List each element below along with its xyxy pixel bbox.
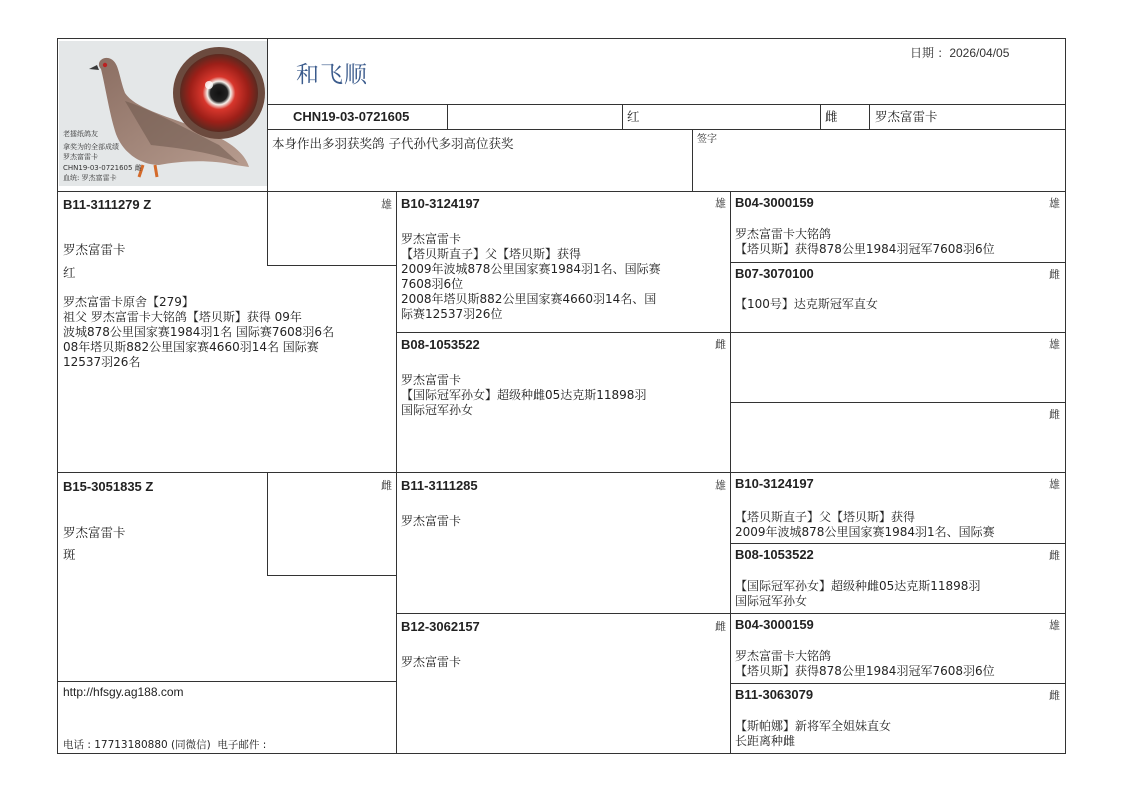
- header-row-mid: [267, 129, 1066, 130]
- gen3-div-1: [730, 262, 1066, 263]
- gen3-details: 【斯帕娜】新将军全姐妹直女 长距离种雌: [735, 719, 892, 748]
- pigeon-color: 红: [627, 109, 640, 124]
- website-url[interactable]: http://hfsgy.ag188.com: [63, 685, 184, 699]
- gen2-details: 罗杰富雷卡 【国际冠军孙女】超级种雌05达克斯11898羽 国际冠军孙女: [401, 373, 647, 417]
- photo-divider: [267, 38, 268, 192]
- border-top: [57, 38, 1066, 39]
- pigeon-name-title: 和飞顺: [296, 62, 368, 88]
- sire-ring: B11-3111279 Z: [63, 197, 152, 212]
- photo-caption-1: 老擂纸鸽友: [63, 130, 98, 138]
- sire-mate-box-left: [267, 191, 268, 266]
- border-right: [1065, 38, 1066, 754]
- gen2-div-top: [396, 332, 1066, 333]
- gen2-ring: B11-3111285: [401, 478, 478, 493]
- gen3-sex: 雄: [1049, 197, 1060, 210]
- header-row-top: [267, 104, 1066, 105]
- pigeon-description: 本身作出多羽获奖鸽 子代孙代多羽高位获奖: [272, 136, 514, 151]
- header-div-4: [869, 104, 870, 130]
- gen2-ring: B08-1053522: [401, 337, 480, 352]
- gen3-ring: B11-3063079: [735, 687, 814, 702]
- signature-label: 签字: [697, 134, 717, 145]
- header-div-2: [622, 104, 623, 130]
- mid-divider: [57, 472, 1066, 473]
- gen3-ring: B04-3000159: [735, 195, 814, 210]
- gen3-sex: 雄: [1049, 619, 1060, 632]
- header-div-5: [692, 129, 693, 192]
- gen3-details: 【国际冠军孙女】超级种雌05达克斯11898羽 国际冠军孙女: [735, 579, 981, 608]
- photo-caption-4: CHN19-03-0721605 雌: [63, 164, 142, 172]
- pigeon-strain: 罗杰富雷卡: [875, 109, 938, 124]
- gen3-div-3: [730, 402, 1066, 403]
- gen2-details: 罗杰富雷卡 【塔贝斯直子】父【塔贝斯】获得 2009年波城878公里国家赛1984羽1名、国际赛 7608羽6位 2008年塔贝斯882公里国家赛4660羽14名、国 际赛12537羽26位: [401, 232, 661, 321]
- sire-color: 红: [63, 265, 76, 280]
- header-div-3: [820, 104, 821, 130]
- gen3-sex: 雌: [1049, 268, 1060, 281]
- border-bottom: [57, 753, 1066, 754]
- dam-mate-box-bottom: [267, 575, 397, 576]
- pigeon-sex: 雌: [825, 109, 838, 124]
- gen3-sex: 雄: [1049, 478, 1060, 491]
- gen2-ring: B12-3062157: [401, 619, 480, 634]
- gen2-ring: B10-3124197: [401, 196, 480, 211]
- sire-mate-sex: 雄: [381, 198, 392, 211]
- dam-ring: B15-3051835 Z: [63, 479, 154, 494]
- gen3-details: 罗杰富雷卡大铭鸽 【塔贝斯】获得878公里1984羽冠军7608羽6位: [735, 227, 995, 256]
- gen3-details: 罗杰富雷卡大铭鸽 【塔贝斯】获得878公里1984羽冠军7608羽6位: [735, 649, 995, 678]
- gen2-sex: 雄: [715, 479, 726, 492]
- photo-caption-2: 拿奖为的全部成绩: [63, 143, 119, 151]
- gen3-details: 【100号】达克斯冠军直女: [735, 297, 878, 311]
- gen3-div-7: [730, 683, 1066, 684]
- photo-caption-3: 罗杰富雷卡: [63, 153, 98, 161]
- header-div-1: [447, 104, 448, 130]
- gen3-sex: 雌: [1049, 408, 1060, 421]
- sire-strain: 罗杰富雷卡: [63, 242, 126, 257]
- dam-mate-box-left: [267, 472, 268, 576]
- border-left: [57, 38, 58, 754]
- contact-info: 电话 : 17713180880 (同微信) 电子邮件 :: [63, 739, 267, 751]
- gen2-div-bottom: [396, 613, 1066, 614]
- gen2-sex: 雌: [715, 620, 726, 633]
- sire-notes: 罗杰富雷卡原舍【279】 祖父 罗杰富雷卡大铭鸽【塔贝斯】获得 09年 波城878公里国家赛1984羽1名 国际赛7608羽6名 08年塔贝斯882公里国家赛4660羽14名 国际赛 12537羽26名: [63, 295, 335, 369]
- dam-strain: 罗杰富雷卡: [63, 525, 126, 540]
- header-bottom: [57, 191, 1066, 192]
- dam-color: 斑: [63, 547, 76, 562]
- footer-divider: [57, 681, 397, 682]
- gen2-sex: 雄: [715, 197, 726, 210]
- gen3-div-5: [730, 543, 1066, 544]
- gen3-ring: B10-3124197: [735, 476, 814, 491]
- gen3-ring: B07-3070100: [735, 266, 814, 281]
- sire-mate-box-bottom: [267, 265, 397, 266]
- gen3-details: 【塔贝斯直子】父【塔贝斯】获得 2009年波城878公里国家赛1984羽1名、国际赛: [735, 510, 995, 539]
- date-label: 日期 ：2026/04/05: [910, 46, 1010, 60]
- dam-mate-sex: 雌: [381, 479, 392, 492]
- gen2-details: 罗杰富雷卡: [401, 655, 462, 669]
- gen3-sex: 雌: [1049, 689, 1060, 702]
- gen3-ring: B08-1053522: [735, 547, 814, 562]
- photo-caption-5: 血统: 罗杰富雷卡: [63, 174, 117, 182]
- gen2-details: 罗杰富雷卡: [401, 514, 462, 528]
- gen3-sex: 雄: [1049, 338, 1060, 351]
- pigeon-ring-number: CHN19-03-0721605: [293, 109, 410, 124]
- gen3-sex: 雌: [1049, 549, 1060, 562]
- gen3-ring: B04-3000159: [735, 617, 814, 632]
- gen2-sex: 雌: [715, 338, 726, 351]
